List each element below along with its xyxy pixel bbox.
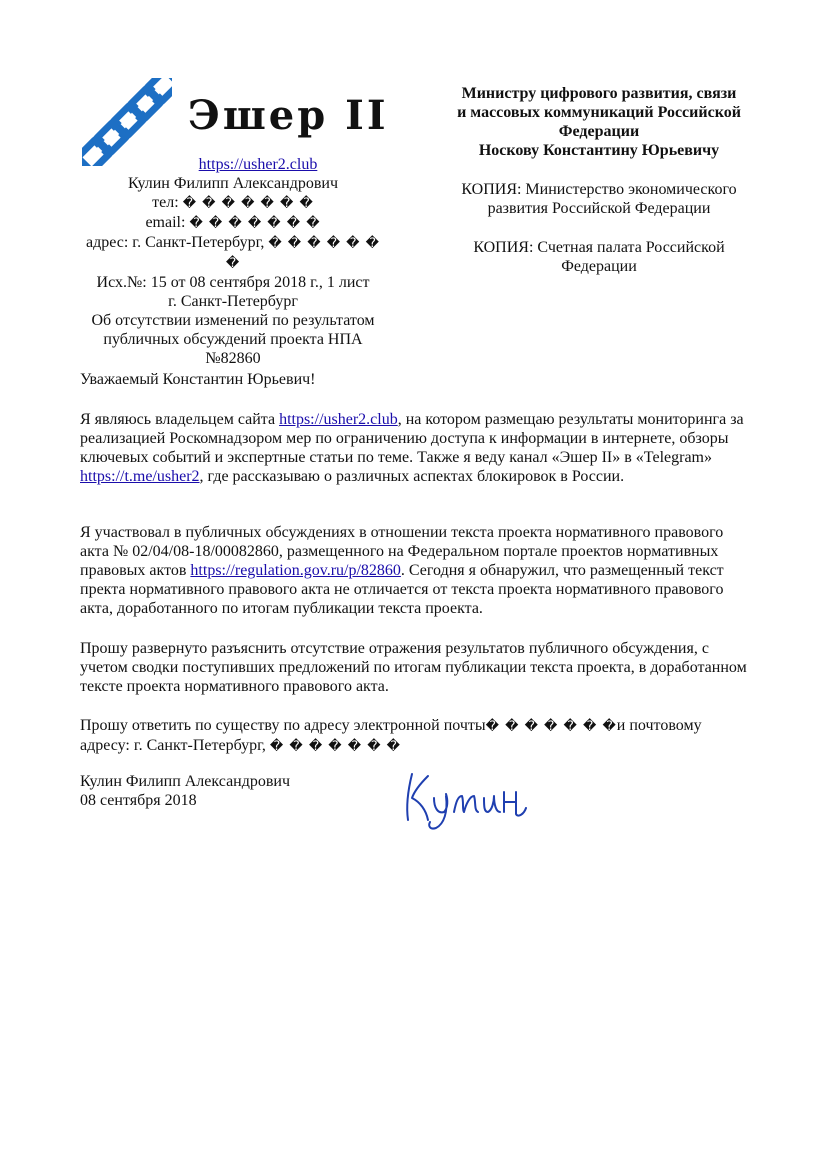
- sender-city: г. Санкт-Петербург: [168, 293, 298, 310]
- header-site-link[interactable]: [168, 155, 348, 174]
- sender-phone: тел: � � � � � � �: [152, 194, 314, 211]
- outgoing-number: Исх.№: 15 от 08 сентября 2018 г., 1 лист: [96, 274, 370, 291]
- signoff-name: Кулин Филипп Александрович: [80, 773, 291, 790]
- sender-email: email: � � � � � � �: [145, 214, 321, 231]
- handwritten-signature: [398, 762, 534, 834]
- brand-title: Эшер II: [188, 92, 389, 139]
- telegram-link[interactable]: https://t.me/usher2: [80, 468, 200, 485]
- greeting: Уважаемый Константин Юрьевич!: [80, 371, 316, 388]
- copy-recipient-1: КОПИЯ: Министерство экономического развития Российской Федерации: [461, 181, 737, 217]
- paragraph-3: Прошу развернуто разъяснить отсутствие отражения результатов публичного обсуждения, с учетом сводки поступивших предложений по итогам публикации текста проекта, в доработанном тексте проекта нормативного правового акта.: [80, 640, 747, 695]
- site-link[interactable]: https://usher2.club: [198, 156, 318, 173]
- paragraph-1: Я являюсь владельцем сайта https://usher2.club, на котором размещаю результаты мониторинга за реализацией Роскомнадзором мер по ограничению доступа к информации в интернете, обзоры ключевых событий и экспертные статьи по теме. Также я веду канал «Эшер II» в «Telegram» https://t.me/usher2, где рассказываю о различных аспектах блокировок в России.: [80, 411, 744, 485]
- sender-address: адрес: г. Санкт-Петербург, � � � � � � �: [86, 234, 380, 271]
- paragraph-4: Прошу ответить по существу по адресу электронной почты� � � � � � �и почтовому адресу: г. Санкт-Петербург, � � � � � � �: [80, 717, 702, 754]
- paragraph-2: Я участвовал в публичных обсуждениях в отношении текста проекта нормативного правового акта № 02/04/08-18/00082860, размещенного на Федеральном портале проектов нормативных правовых актов https://regulation.gov.ru/p/82860. Сегодня я обнаружил, что размещенный текст пректа нормативного правового акта не отличается от текста проекта нормативного правового акта, доработанного по итогам публикации текста проекта.: [80, 524, 724, 617]
- usher2-link[interactable]: https://usher2.club: [279, 411, 398, 428]
- chain-logo: [82, 78, 172, 166]
- sender-block: [78, 174, 388, 368]
- regulation-link[interactable]: https://regulation.gov.ru/p/82860: [190, 562, 401, 579]
- letter-subject: Об отсутствии изменений по результатом публичных обсуждений проекта НПА №82860: [91, 312, 375, 367]
- recipient-block: Министру цифрового развития, связи и массовых коммуникаций Российской Федерации Носкову Константину Юрьевичу: [457, 85, 741, 159]
- signoff-date: 08 сентября 2018: [80, 792, 197, 809]
- copy-recipient-2: КОПИЯ: Счетная палата Российской Федерации: [473, 239, 725, 275]
- sender-name: Кулин Филипп Александрович: [127, 175, 339, 192]
